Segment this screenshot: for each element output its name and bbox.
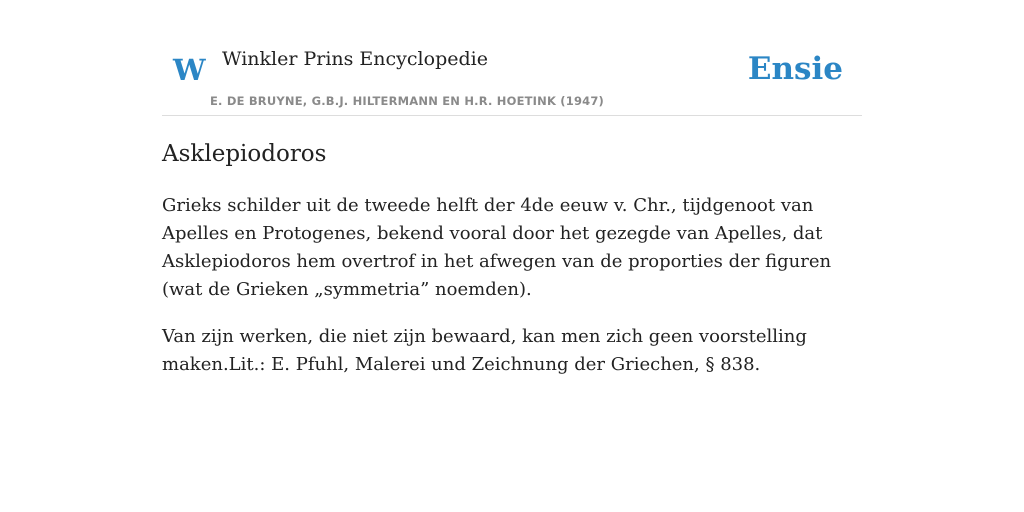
encyclopedia-header bbox=[162, 0, 862, 116]
winkler-prins-logo[interactable]: W bbox=[173, 53, 206, 87]
article-paragraph: Grieks schilder uit de tweede helft der 4de eeuw v. Chr., tijdgenoot van Apelles en Protogenes, bekend vooral door het gezegde van Apelles, dat Asklepiodoros hem overtrof in het afwegen van de proporties der figuren (wat de Grieken „symmetria” noemden). bbox=[162, 195, 832, 300]
publication-authors: E. DE BRUYNE, G.B.J. HILTERMANN EN H.R. HOETINK (1947) bbox=[210, 94, 605, 108]
publication-title[interactable]: Winkler Prins Encyclopedie bbox=[222, 48, 488, 70]
page-container bbox=[162, 0, 862, 375]
ensie-brand-logo[interactable]: Ensie bbox=[747, 51, 843, 87]
article-title: Asklepiodoros bbox=[162, 141, 327, 167]
article-paragraph: Van zijn werken, die niet zijn bewaard, kan men zich geen voorstelling maken.Lit.: E. Pfuhl, Malerei und Zeichnung der Griechen, § 838. bbox=[162, 326, 807, 375]
